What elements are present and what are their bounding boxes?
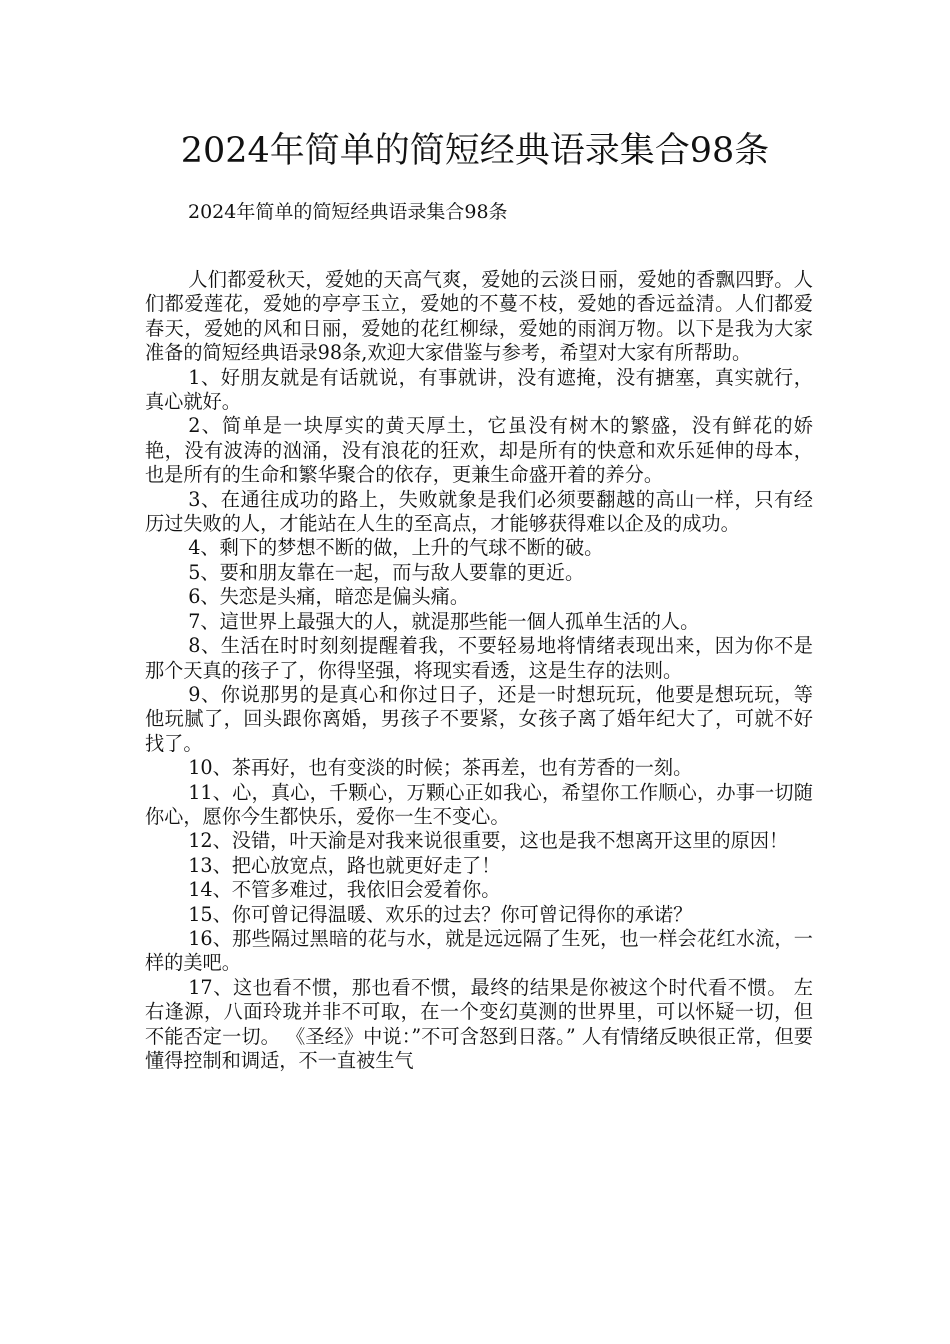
quote-paragraph: 4、剩下的梦想不断的做，上升的气球不断的破。 bbox=[188, 536, 604, 560]
document-body bbox=[145, 268, 813, 1073]
quote-paragraph: 7、這世界上最强大的人，就湜那些能一個人孤单生活的人。 bbox=[188, 609, 700, 633]
quote-paragraph: 5、要和朋友靠在一起，而与敌人要靠的更近。 bbox=[188, 560, 585, 584]
quote-paragraph: 11、心，真心，千颗心，万颗心正如我心，希望你工作顺心，办事一切随你心，愿你今生都快乐，爱你一生不变心。 bbox=[145, 780, 813, 828]
quote-paragraph: 17、这也看不惯，那也看不惯，最终的结果是你被这个时代看不惯。 左右逢源，八面玲珑并非不可取，在一个变幻莫测的世界里，可以怀疑一切，但不能否定一切。 《圣经》中说：”不可含怒到日落。” 人有情绪反映很正常，但要懂得控制和调适，不一直被生气 bbox=[145, 975, 813, 1072]
quote-paragraph: 13、把心放宽点，路也就更好走了！ bbox=[188, 853, 501, 877]
quote-paragraph: 8、生活在时时刻刻提醒着我，不要轻易地将情绪表现出来，因为你不是那个天真的孩子了，你得坚强，将现实看透，这是生存的法则。 bbox=[145, 634, 813, 682]
quote-paragraph: 6、失恋是头痛，暗恋是偏头痛。 bbox=[188, 585, 470, 609]
quote-paragraph: 1、好朋友就是有话就说，有事就讲，没有遮掩，没有搪塞，真实就行，真心就好。 bbox=[145, 365, 813, 414]
quote-paragraph: 15、你可曾记得温暖、欢乐的过去？你可曾记得你的承诺？ bbox=[188, 902, 693, 926]
quote-paragraph: 14、不管多难过，我依旧会爱着你。 bbox=[188, 878, 501, 902]
quote-paragraph: 12、没错，叶天渝是对我来说很重要，这也是我不想离开这里的原因！ bbox=[188, 829, 789, 853]
quote-paragraph: 10、茶再好，也有变淡的时候；茶再差，也有芳香的一刻。 bbox=[188, 756, 693, 780]
intro-paragraph: 人们都爱秋天，爱她的天高气爽，爱她的云淡日丽，爱她的香飘四野。人们都爱莲花，爱她的亭亭玉立，爱她的不蔓不枝，爱她的香远益清。人们都爱春天，爱她的风和日丽，爱她的花红柳绿，爱她的雨润万物。以下是我为大家准备的简短经典语录98条,欢迎大家借鉴与参考，希望对大家有所帮助。 bbox=[145, 268, 813, 365]
document-title: 2024年简单的简短经典语录集合98条 bbox=[180, 131, 770, 171]
quote-paragraph: 2、简单是一块厚实的黄天厚土，它虽没有树木的繁盛，没有鲜花的娇艳，没有波涛的汹涌，没有浪花的狂欢，却是所有的快意和欢乐延伸的母本，也是所有的生命和繁华聚合的依存，更兼生命盛开着的养分。 bbox=[145, 414, 813, 487]
quote-paragraph: 3、在通往成功的路上，失败就象是我们必须要翻越的高山一样，只有经历过失败的人，才能站在人生的至高点，才能够获得难以企及的成功。 bbox=[145, 487, 813, 536]
quote-paragraph: 16、那些隔过黑暗的花与水，就是远远隔了生死，也一样会花红水流，一样的美吧。 bbox=[145, 926, 813, 975]
quote-paragraph: 9、你说那男的是真心和你过日子，还是一时想玩玩，他要是想玩玩，等他玩腻了，回头跟你离婚，男孩子不要紧，女孩子离了婚年纪大了，可就不好找了。 bbox=[145, 682, 813, 755]
document-subtitle: 2024年简单的简短经典语录集合98条 bbox=[188, 201, 508, 223]
